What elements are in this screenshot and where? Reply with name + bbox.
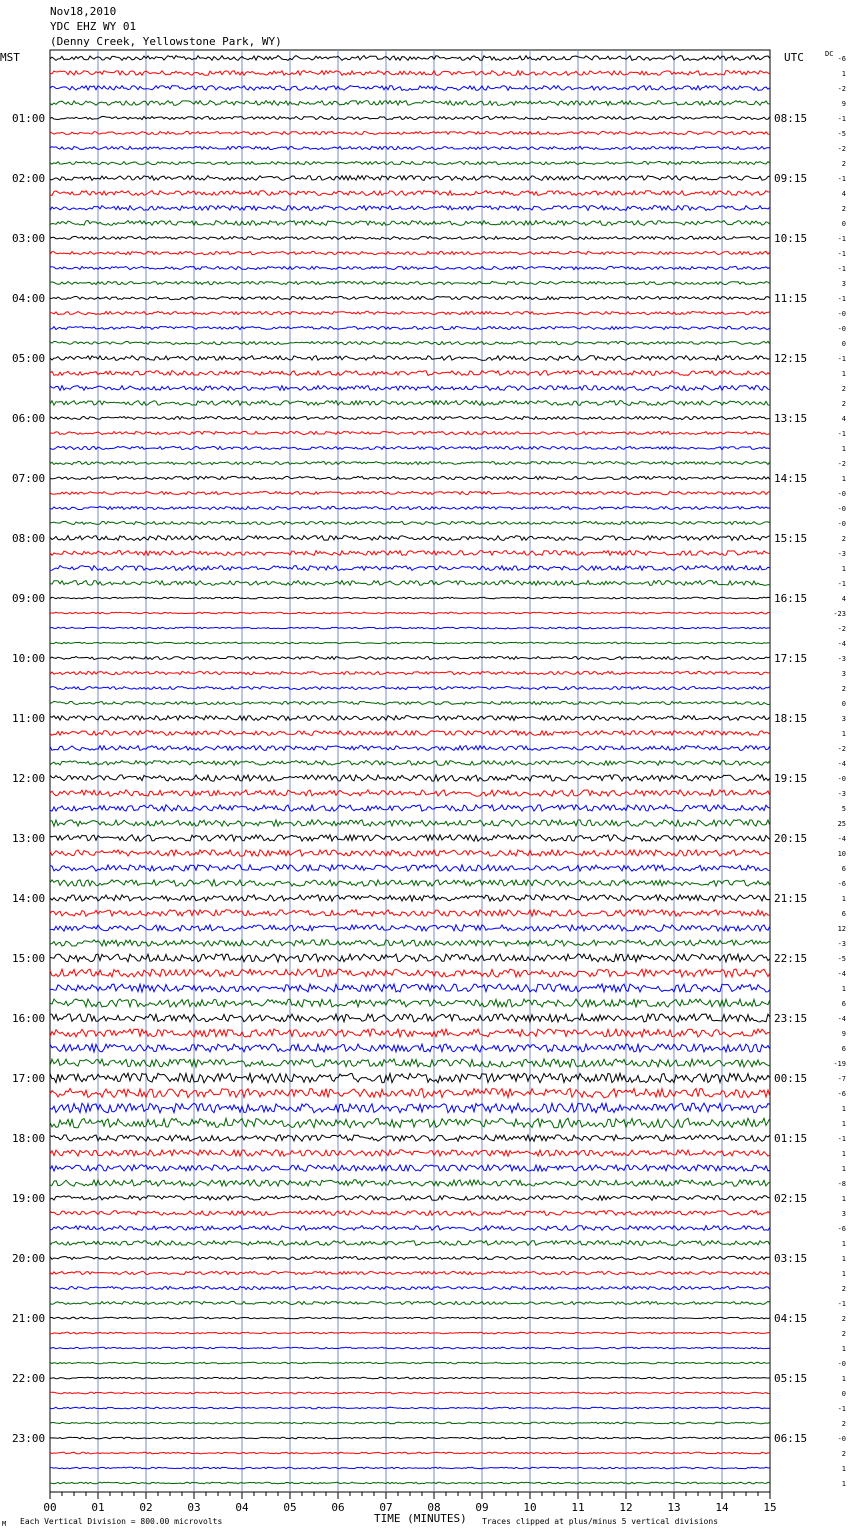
clipping-note: Traces clipped at plus/minus 5 vertical divisions bbox=[482, 1517, 719, 1526]
dc-offset-label: -6 bbox=[837, 880, 846, 888]
dc-offset-label: 9 bbox=[841, 1030, 846, 1038]
trace-line bbox=[50, 371, 770, 376]
utc-hour-label: 06:15 bbox=[774, 1432, 808, 1445]
dc-offset-label: -1 bbox=[837, 1300, 846, 1308]
dc-offset-label: 0 bbox=[841, 340, 846, 348]
trace-line bbox=[50, 1241, 770, 1246]
utc-hour-label: 19:15 bbox=[774, 772, 808, 785]
utc-hour-label: 09:15 bbox=[774, 172, 808, 185]
trace-line bbox=[50, 1103, 770, 1113]
dc-offset-label: 1 bbox=[841, 565, 846, 573]
trace-line bbox=[50, 701, 770, 704]
dc-offset-label: 1 bbox=[841, 1195, 846, 1203]
dc-offset-label: 1 bbox=[841, 1150, 846, 1158]
dc-offset-label: -1 bbox=[837, 1135, 846, 1143]
dc-offset-label: 1 bbox=[841, 475, 846, 483]
trace-line bbox=[50, 191, 770, 196]
dc-label: DC bbox=[825, 50, 834, 58]
trace-line bbox=[50, 820, 770, 826]
dc-offset-label: 1 bbox=[841, 895, 846, 903]
mst-hour-label: 09:00 bbox=[12, 592, 46, 605]
dc-offset-label: -6 bbox=[837, 1225, 846, 1233]
trace-line bbox=[50, 1029, 770, 1037]
dc-offset-label: 1 bbox=[841, 1255, 846, 1263]
x-tick-label: 01 bbox=[91, 1501, 105, 1514]
dc-offset-label: 2 bbox=[841, 205, 846, 213]
trace-line bbox=[50, 835, 770, 841]
dc-offset-label: 0 bbox=[841, 220, 846, 228]
mst-hour-labels bbox=[12, 112, 45, 1445]
mst-hour-label: 02:00 bbox=[12, 172, 46, 185]
dc-offset-label: 2 bbox=[841, 685, 846, 693]
trace-line bbox=[50, 1256, 770, 1259]
trace-line bbox=[50, 1317, 770, 1319]
trace-line bbox=[50, 1059, 770, 1067]
trace-line bbox=[50, 1180, 770, 1186]
dc-offset-label: -1 bbox=[837, 175, 846, 183]
trace-line bbox=[50, 1226, 770, 1231]
trace-line bbox=[50, 657, 770, 660]
dc-offset-label: 4 bbox=[841, 190, 846, 198]
trace-line bbox=[50, 984, 770, 992]
mst-hour-label: 07:00 bbox=[12, 472, 46, 485]
x-tick-label: 03 bbox=[187, 1501, 201, 1514]
trace-line bbox=[50, 476, 770, 479]
trace-line bbox=[50, 536, 770, 541]
trace-line bbox=[50, 1392, 770, 1394]
mst-hour-label: 23:00 bbox=[12, 1432, 46, 1445]
mst-hour-label: 01:00 bbox=[12, 112, 46, 125]
dc-offset-label: 3 bbox=[841, 1210, 846, 1218]
trace-line bbox=[50, 686, 770, 689]
trace-line bbox=[50, 71, 770, 76]
dc-offset-label: -0 bbox=[837, 520, 846, 528]
x-tick-label: 11 bbox=[571, 1501, 585, 1514]
trace-line bbox=[50, 716, 770, 721]
utc-hour-label: 21:15 bbox=[774, 892, 808, 905]
dc-offset-label: -4 bbox=[837, 760, 846, 768]
trace-line bbox=[50, 266, 770, 269]
trace-line bbox=[50, 446, 770, 449]
trace-line bbox=[50, 1135, 770, 1141]
trace-line bbox=[50, 925, 770, 931]
trace-line bbox=[50, 1422, 770, 1424]
utc-hour-label: 13:15 bbox=[774, 412, 808, 425]
trace-line bbox=[50, 176, 770, 181]
dc-offset-label: 2 bbox=[841, 1330, 846, 1338]
trace-line bbox=[50, 56, 770, 61]
dc-offset-label: 2 bbox=[841, 1315, 846, 1323]
trace-line bbox=[50, 1347, 770, 1349]
trace-line bbox=[50, 1407, 770, 1409]
dc-offset-label: -2 bbox=[837, 460, 846, 468]
mst-hour-label: 11:00 bbox=[12, 712, 46, 725]
mst-hour-label: 08:00 bbox=[12, 532, 46, 545]
trace-line bbox=[50, 566, 770, 571]
dc-offset-label: -4 bbox=[837, 640, 846, 648]
dc-offset-label: -2 bbox=[837, 745, 846, 753]
dc-offset-label: 9 bbox=[841, 100, 846, 108]
dc-offset-label: 3 bbox=[841, 715, 846, 723]
dc-offset-label: -0 bbox=[837, 1360, 846, 1368]
dc-offset-label: 1 bbox=[841, 985, 846, 993]
dc-offset-label: 6 bbox=[841, 1000, 846, 1008]
dc-offset-label: 1 bbox=[841, 70, 846, 78]
dc-offset-label: -2 bbox=[837, 145, 846, 153]
utc-hour-label: 10:15 bbox=[774, 232, 808, 245]
chart-station: YDC EHZ WY 01 bbox=[50, 20, 137, 33]
trace-line bbox=[50, 461, 770, 464]
utc-hour-label: 22:15 bbox=[774, 952, 808, 965]
trace-line bbox=[50, 850, 770, 856]
trace-line bbox=[50, 1271, 770, 1274]
trace-line bbox=[50, 1196, 770, 1201]
x-axis-title: TIME (MINUTES) bbox=[374, 1512, 467, 1525]
chart-date: Nov18,2010 bbox=[50, 5, 117, 18]
plot-frame bbox=[50, 50, 770, 1492]
dc-offset-label: 0 bbox=[841, 700, 846, 708]
utc-hour-label: 08:15 bbox=[774, 112, 808, 125]
mst-hour-label: 17:00 bbox=[12, 1072, 46, 1085]
trace-group bbox=[50, 56, 770, 1484]
mst-hour-label: 16:00 bbox=[12, 1012, 46, 1025]
vertical-gridlines bbox=[98, 50, 722, 1492]
mst-hour-label: 14:00 bbox=[12, 892, 46, 905]
mst-hour-label: 20:00 bbox=[12, 1252, 46, 1265]
trace-line bbox=[50, 642, 770, 644]
x-tick-label: 05 bbox=[283, 1501, 297, 1514]
utc-hour-label: 03:15 bbox=[774, 1252, 808, 1265]
dc-offset-label: 2 bbox=[841, 1285, 846, 1293]
x-axis-ticks bbox=[43, 1492, 776, 1514]
trace-line bbox=[50, 161, 770, 164]
mst-hour-label: 04:00 bbox=[12, 292, 46, 305]
dc-offset-label: -1 bbox=[837, 235, 846, 243]
dc-offset-label: 5 bbox=[841, 805, 846, 813]
trace-line bbox=[50, 612, 770, 614]
utc-hour-label: 23:15 bbox=[774, 1012, 808, 1025]
trace-line bbox=[50, 491, 770, 494]
trace-line bbox=[50, 86, 770, 91]
x-tick-label: 12 bbox=[619, 1501, 633, 1514]
trace-line bbox=[50, 1150, 770, 1156]
chart-location: (Denny Creek, Yellowstone Park, WY) bbox=[50, 35, 282, 48]
trace-line bbox=[50, 910, 770, 916]
utc-hour-label: 16:15 bbox=[774, 592, 808, 605]
x-tick-label: 13 bbox=[667, 1501, 681, 1514]
dc-offset-label: -2 bbox=[837, 85, 846, 93]
dc-offset-label: -3 bbox=[837, 655, 846, 663]
utc-hour-label: 20:15 bbox=[774, 832, 808, 845]
dc-offset-label: 4 bbox=[841, 415, 846, 423]
trace-line bbox=[50, 1437, 770, 1439]
trace-line bbox=[50, 146, 770, 149]
trace-line bbox=[50, 1044, 770, 1052]
mst-hour-label: 12:00 bbox=[12, 772, 46, 785]
dc-offset-label: 12 bbox=[837, 925, 846, 933]
mst-hour-label: 22:00 bbox=[12, 1372, 46, 1385]
trace-line bbox=[50, 1088, 770, 1097]
trace-line bbox=[50, 1118, 770, 1128]
utc-hour-label: 02:15 bbox=[774, 1192, 808, 1205]
trace-line bbox=[50, 895, 770, 901]
trace-line bbox=[50, 1165, 770, 1171]
dc-offset-label: -1 bbox=[837, 250, 846, 258]
mst-hour-label: 05:00 bbox=[12, 352, 46, 365]
dc-offset-label: -1 bbox=[837, 1405, 846, 1413]
dc-offset-label: 25 bbox=[837, 820, 846, 828]
trace-line bbox=[50, 1286, 770, 1289]
dc-offset-label: -6 bbox=[837, 55, 846, 63]
dc-offset-label: -1 bbox=[837, 265, 846, 273]
trace-line bbox=[50, 1301, 770, 1304]
trace-line bbox=[50, 1332, 770, 1334]
dc-offset-label: 2 bbox=[841, 385, 846, 393]
trace-line bbox=[50, 341, 770, 344]
trace-line bbox=[50, 416, 770, 419]
dc-offset-label: 1 bbox=[841, 1345, 846, 1353]
dc-offset-label: -2 bbox=[837, 625, 846, 633]
utc-hour-label: 12:15 bbox=[774, 352, 808, 365]
trace-line bbox=[50, 1362, 770, 1364]
dc-offset-label: 3 bbox=[841, 670, 846, 678]
mst-hour-label: 21:00 bbox=[12, 1312, 46, 1325]
dc-offset-label: 2 bbox=[841, 1420, 846, 1428]
trace-line bbox=[50, 1467, 770, 1469]
dc-offset-label: 2 bbox=[841, 160, 846, 168]
x-tick-label: 02 bbox=[139, 1501, 153, 1514]
dc-offset-label: -0 bbox=[837, 505, 846, 513]
trace-line bbox=[50, 1073, 770, 1083]
dc-offset-label: -6 bbox=[837, 1090, 846, 1098]
trace-line bbox=[50, 805, 770, 811]
mst-hour-label: 10:00 bbox=[12, 652, 46, 665]
dc-offset-label: -19 bbox=[833, 1060, 846, 1068]
dc-offset-label: -8 bbox=[837, 1180, 846, 1188]
vertical-division-note: Each Vertical Division = 800.00 microvolts bbox=[20, 1517, 223, 1526]
dc-offset-label: 0 bbox=[841, 1390, 846, 1398]
x-tick-label: 14 bbox=[715, 1501, 729, 1514]
trace-line bbox=[50, 880, 770, 886]
dc-offset-label: 10 bbox=[837, 850, 846, 858]
mst-hour-label: 15:00 bbox=[12, 952, 46, 965]
dc-offset-label: -3 bbox=[837, 940, 846, 948]
trace-line bbox=[50, 761, 770, 766]
utc-hour-label: 14:15 bbox=[774, 472, 808, 485]
trace-line bbox=[50, 671, 770, 674]
dc-offset-label: -0 bbox=[837, 490, 846, 498]
trace-line bbox=[50, 581, 770, 586]
dc-offset-label: -3 bbox=[837, 550, 846, 558]
utc-hour-label: 18:15 bbox=[774, 712, 808, 725]
dc-offset-label: -4 bbox=[837, 970, 846, 978]
dc-offset-label: 1 bbox=[841, 1165, 846, 1173]
trace-line bbox=[50, 251, 770, 254]
dc-offset-label: -7 bbox=[837, 1075, 846, 1083]
dc-offset-label: 2 bbox=[841, 1450, 846, 1458]
dc-offset-label: 6 bbox=[841, 910, 846, 918]
dc-offset-label: -0 bbox=[837, 775, 846, 783]
dc-offset-label: 1 bbox=[841, 1120, 846, 1128]
dc-offset-label: 1 bbox=[841, 1465, 846, 1473]
corner-mark: M bbox=[2, 1520, 7, 1528]
trace-line bbox=[50, 131, 770, 134]
dc-offset-label: 1 bbox=[841, 730, 846, 738]
dc-offset-label: 1 bbox=[841, 1240, 846, 1248]
dc-offset-label: 6 bbox=[841, 1045, 846, 1053]
mst-hour-label: 06:00 bbox=[12, 412, 46, 425]
trace-line bbox=[50, 790, 770, 796]
dc-offset-label: -1 bbox=[837, 355, 846, 363]
trace-line bbox=[50, 627, 770, 629]
dc-offset-label: -0 bbox=[837, 310, 846, 318]
utc-hour-label: 04:15 bbox=[774, 1312, 808, 1325]
dc-offset-label: -5 bbox=[837, 130, 846, 138]
x-tick-label: 15 bbox=[763, 1501, 777, 1514]
x-tick-label: 10 bbox=[523, 1501, 537, 1514]
trace-line bbox=[50, 386, 770, 391]
mst-hour-label: 13:00 bbox=[12, 832, 46, 845]
trace-line bbox=[50, 1211, 770, 1216]
dc-offset-label: 1 bbox=[841, 370, 846, 378]
dc-offset-label: -1 bbox=[837, 430, 846, 438]
dc-offset-label: -1 bbox=[837, 580, 846, 588]
trace-line bbox=[50, 746, 770, 751]
x-tick-label: 09 bbox=[475, 1501, 489, 1514]
trace-line bbox=[50, 597, 770, 599]
utc-hour-label: 17:15 bbox=[774, 652, 808, 665]
trace-line bbox=[50, 281, 770, 284]
dc-offset-label: 4 bbox=[841, 595, 846, 603]
left-axis-label: MST bbox=[0, 51, 20, 64]
dc-offset-label: 1 bbox=[841, 1480, 846, 1488]
utc-hour-label: 00:15 bbox=[774, 1072, 808, 1085]
trace-line bbox=[50, 236, 770, 239]
utc-hour-label: 05:15 bbox=[774, 1372, 808, 1385]
utc-hour-label: 11:15 bbox=[774, 292, 808, 305]
dc-offset-label: -4 bbox=[837, 1015, 846, 1023]
trace-line bbox=[50, 1452, 770, 1454]
dc-offset-label: -1 bbox=[837, 115, 846, 123]
utc-hour-label: 15:15 bbox=[774, 532, 808, 545]
dc-offset-label: 3 bbox=[841, 280, 846, 288]
right-axis-label: UTC bbox=[784, 51, 804, 64]
dc-offset-label: 2 bbox=[841, 535, 846, 543]
dc-offset-label: -0 bbox=[837, 1435, 846, 1443]
dc-offset-label: 1 bbox=[841, 445, 846, 453]
x-tick-label: 04 bbox=[235, 1501, 249, 1514]
x-tick-label: 08 bbox=[427, 1501, 441, 1514]
trace-line bbox=[50, 969, 770, 977]
trace-line bbox=[50, 296, 770, 299]
trace-line bbox=[50, 401, 770, 406]
x-tick-label: 06 bbox=[331, 1501, 345, 1514]
dc-offset-label: -0 bbox=[837, 325, 846, 333]
utc-hour-labels bbox=[774, 112, 807, 1445]
trace-line bbox=[50, 311, 770, 314]
dc-offset-label: 6 bbox=[841, 865, 846, 873]
trace-line bbox=[50, 326, 770, 329]
mst-hour-label: 03:00 bbox=[12, 232, 46, 245]
trace-line bbox=[50, 521, 770, 524]
trace-line bbox=[50, 221, 770, 226]
trace-line bbox=[50, 551, 770, 556]
trace-line bbox=[50, 506, 770, 509]
mst-hour-label: 18:00 bbox=[12, 1132, 46, 1145]
trace-line bbox=[50, 1377, 770, 1379]
trace-line bbox=[50, 940, 770, 946]
mst-hour-label: 19:00 bbox=[12, 1192, 46, 1205]
trace-line bbox=[50, 954, 770, 962]
dc-offset-label: -23 bbox=[833, 610, 846, 618]
trace-line bbox=[50, 206, 770, 211]
trace-line bbox=[50, 775, 770, 781]
dc-offset-label: -4 bbox=[837, 835, 846, 843]
trace-line bbox=[50, 731, 770, 736]
utc-hour-label: 01:15 bbox=[774, 1132, 808, 1145]
trace-line bbox=[50, 356, 770, 361]
dc-offset-label: -1 bbox=[837, 295, 846, 303]
trace-line bbox=[50, 431, 770, 434]
trace-line bbox=[50, 1482, 770, 1484]
trace-line bbox=[50, 865, 770, 871]
dc-offset-label: 1 bbox=[841, 1105, 846, 1113]
trace-line bbox=[50, 101, 770, 106]
x-tick-label: 07 bbox=[379, 1501, 393, 1514]
x-tick-label: 00 bbox=[43, 1501, 57, 1514]
trace-line bbox=[50, 116, 770, 119]
dc-offset-label: 1 bbox=[841, 1270, 846, 1278]
dc-offset-label: -5 bbox=[837, 955, 846, 963]
dc-offset-labels bbox=[833, 55, 846, 1488]
dc-offset-label: 1 bbox=[841, 1375, 846, 1383]
dc-offset-label: 2 bbox=[841, 400, 846, 408]
dc-offset-label: -3 bbox=[837, 790, 846, 798]
trace-line bbox=[50, 999, 770, 1007]
trace-line bbox=[50, 1014, 770, 1022]
